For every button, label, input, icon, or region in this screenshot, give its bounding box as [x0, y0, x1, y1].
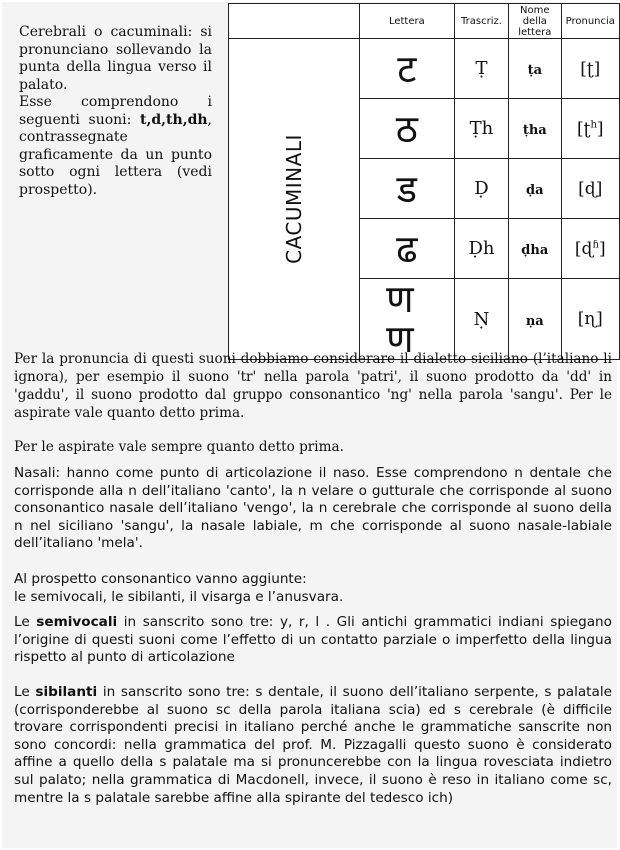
header-pronunciation: Pronuncia: [561, 4, 619, 39]
letter-name: ṭa: [527, 63, 542, 78]
additions-line-2: le semivocali, le sibilanti, il visarga e l’anusvara.: [14, 588, 344, 605]
letter-name: ḍha: [521, 243, 549, 258]
header-name: Nome della lettera: [509, 4, 562, 39]
pronunciation: [ʈ]: [580, 58, 601, 79]
letter-name: ṇa: [525, 313, 544, 329]
intro-sounds: t,d,th,dh: [140, 111, 208, 128]
nasals-paragraph: Nasali: hanno come punto di articolazione il naso. Esse comprendono n dentale che corrisponde alla n dell’italiano 'canto', la n velare o gutturale che corrisponde al suono consonantico nasale dell’italiano 'vengo', la n cerebrale che corrisponde al suono della n nel siciliano 'sangu', la nasale labiale, m che corrisponde al suono nasale-labiale dell’italiano 'mela'.: [14, 465, 612, 552]
transliteration: Ṭh: [469, 118, 494, 139]
table-row: [229, 39, 620, 99]
cacuminal-table: [228, 3, 620, 360]
pronunciation: [ɳ]: [577, 309, 603, 329]
transliteration: Ṇ: [473, 308, 490, 330]
semivowels-term: semivocali: [36, 614, 118, 630]
semivowels-paragraph: Le semivocali in sanscrito sono tre: y, r, l . Gli antichi grammatici indiani spiegano l’origine di questi suoni come l’effetto di un contatto parziale o imperfetto della lingua rispetto al punto di articolazione: [14, 614, 612, 666]
header-empty-cell: [229, 4, 360, 39]
additions-paragraph: [14, 571, 612, 606]
devanagari-letter: ण ण: [386, 277, 428, 361]
devanagari-letter: ट: [397, 46, 417, 91]
devanagari-letter: ड: [396, 166, 417, 211]
devanagari-letter: ढ: [396, 226, 418, 271]
intro-text-2: Esse comprendono i seguenti suoni:: [19, 94, 212, 128]
pronunciation: [ɖ]: [578, 178, 603, 199]
sibilants-paragraph: Le sibilanti in sanscrito sono tre: s dentale, il suono dell’italiano serpente, s palatale (corrisponderebbe al suono sc della parola italiana scia) ed s cerebrale (è difficile trovare corrispondenti precisi in italiano perché anche le grammatiche sanscrite non sono concordi: nella grammatica del prof. M. Pizzagalli questo suono è considerato affine a quello della s palatale ma si pronuncerebbe con la lingua rovesciata indietro sul palato; nella grammatica di Macdonell, invece, il suono è reso in italiano come sc, mentre la s palatale sarebbe affine alla spirante del tedesco ich): [14, 684, 612, 806]
sibilants-term: sibilanti: [35, 684, 98, 700]
header-translit: Trascriz.: [454, 4, 508, 39]
letter-name: ṭha: [522, 123, 547, 138]
header-letter: Lettera: [359, 4, 454, 39]
table-header-row: [229, 4, 620, 39]
intro-text-1: Cerebrali o cacuminali: si pronunciano sollevando la punta della lingua verso il palato.: [19, 24, 212, 93]
transliteration: Ḍ: [474, 178, 489, 199]
transliteration: Ḍh: [468, 238, 495, 259]
additions-line-1: Al prospetto consonantico vanno aggiunte:: [14, 571, 307, 587]
aspirates-note: Per le aspirate vale sempre quanto detto prima.: [14, 439, 344, 455]
transliteration: Ṭ: [475, 58, 488, 79]
pronunciation: [ʈ$^h$]: [577, 118, 604, 139]
pronunciation-paragraph: Per la pronuncia di questi suoni dobbiamo considerare il dialetto siciliano (l’italiano li ignora), per esempio il suono 'tr' nella parola 'patri', il suono prodotto da 'dd' in 'gaddu', il suono prodotto dal gruppo consonantico 'ng' nella parola 'sangu'. Per le aspirate vale quanto detto prima.: [14, 351, 612, 421]
letter-name: ḍa: [526, 183, 544, 198]
group-label: CACUMINALI: [281, 134, 306, 264]
pronunciation: [ɖ$^ɦ$]: [574, 238, 606, 259]
intro-text-3: , contrassegnate graficamente da un punto sotto ogni lettera (vedi prospetto).: [19, 111, 212, 198]
intro-paragraph: [19, 24, 212, 199]
group-label-cell: [229, 39, 360, 360]
devanagari-letter: ठ: [395, 106, 418, 151]
